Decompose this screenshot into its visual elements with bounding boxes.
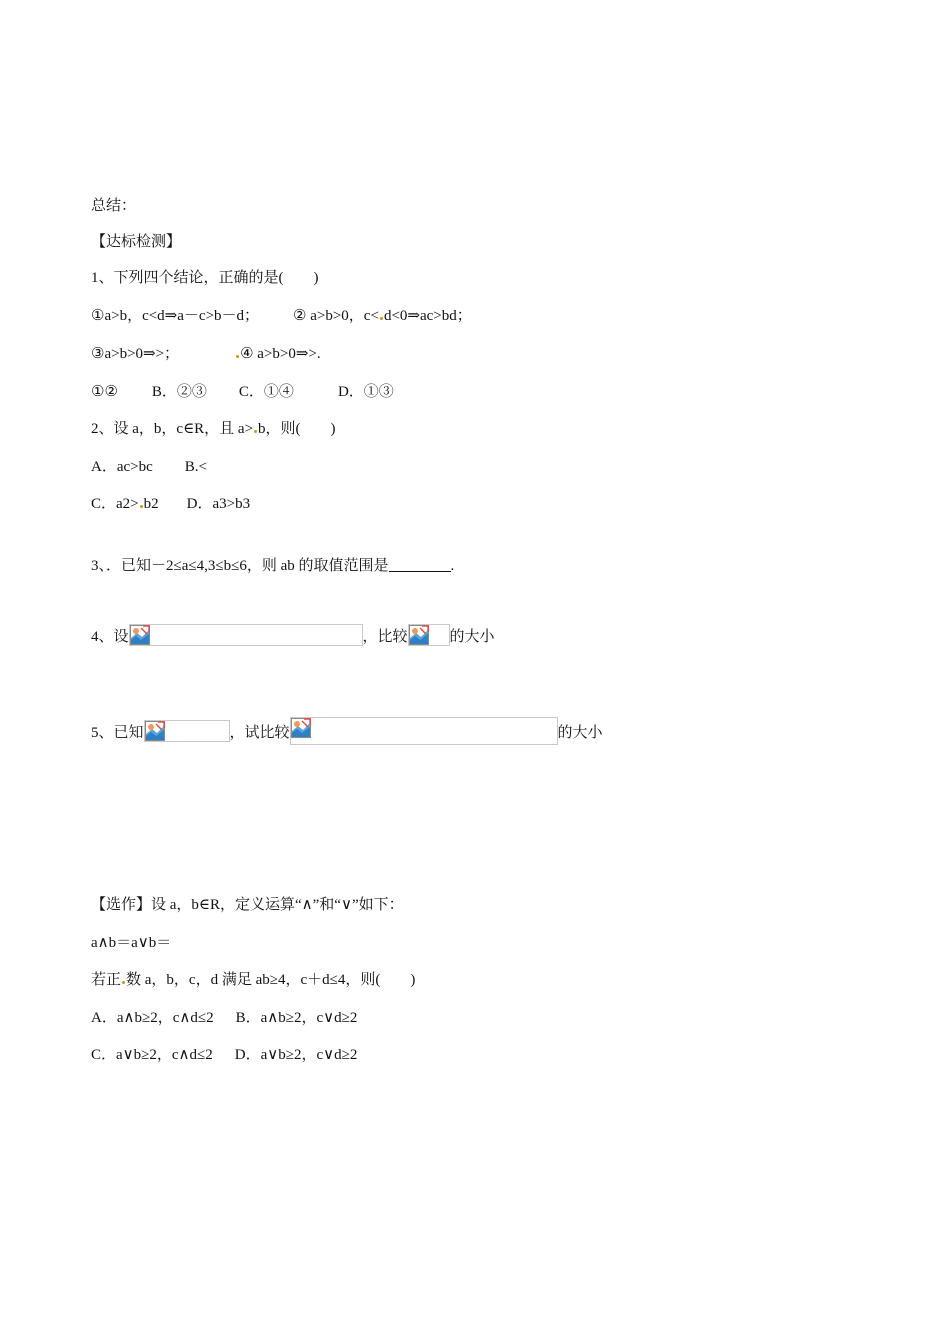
q2-stem [91, 419, 336, 439]
q1-option-c: C．①④ [238, 384, 294, 400]
q5-post: 的大小 [557, 725, 603, 741]
artifact-dot [140, 505, 143, 508]
q3-text: 3、．已知－2≤a≤4,3≤b≤6，则 ab 的取值范围是 [91, 558, 389, 574]
artifact-dot [122, 981, 125, 984]
elective-options-ab [91, 1008, 357, 1028]
q2-stem-b: b，则( ) [258, 421, 336, 437]
q5-pre: 5、已知 [91, 725, 144, 741]
q1-statements-3-4 [91, 344, 321, 364]
elective-option-a: A．a∧b≥2，c∧d≤2 [91, 1010, 214, 1026]
q2-stem-a: 2、设 a，b，c∈R，且 a> [91, 421, 254, 437]
formula-image [129, 624, 363, 646]
q4 [91, 624, 495, 647]
elective-condition [91, 970, 415, 990]
formula-image [144, 720, 230, 742]
q1-statement-4: ④ a>b>0⇒>. [240, 346, 321, 362]
q1-statements-1-2 [91, 306, 472, 326]
broken-image-icon [130, 625, 150, 645]
q2-options-ab [91, 457, 207, 477]
q1-options [91, 382, 394, 402]
formula-image [408, 624, 450, 646]
q5 [91, 717, 603, 745]
q1-option-b: B．②③ [151, 384, 207, 400]
q4-mid: ，比较 [362, 629, 408, 645]
q2-option-b: B.< [184, 459, 207, 475]
q3-end: . [450, 558, 455, 574]
elective-option-c: C．a∨b≥2，c∧d≤2 [91, 1047, 213, 1063]
summary-label: 总结： [91, 198, 137, 214]
q5-mid: ，试比较 [229, 725, 290, 741]
elective-condition-b: 数 a，b，c，d 满足 ab≥4，c＋d≤4，则( ) [126, 972, 416, 988]
formula-image [290, 717, 558, 745]
q1-statement-2a: ② a>b>0，c< [293, 308, 379, 324]
broken-image-icon [291, 718, 311, 738]
q3 [91, 556, 454, 576]
elective-option-b: B．a∧b≥2，c∨d≥2 [235, 1010, 358, 1026]
elective-condition-a: 若正 [91, 972, 122, 988]
q1-statement-3: ③a>b>0⇒>； [91, 346, 180, 362]
section-heading-check: 【达标检测】 [91, 234, 182, 250]
elective-options-cd [91, 1045, 357, 1065]
q1-option-d: D．①③ [337, 384, 394, 400]
q2-option-c-a: C．a2> [91, 496, 139, 512]
q1-option-a: ①② [91, 384, 118, 400]
artifact-dot [380, 317, 383, 320]
elective-definition: a∧b＝a∨b＝ [91, 935, 172, 951]
q2-options-cd [91, 494, 250, 514]
artifact-dot [236, 355, 239, 358]
elective-intro: 【选作】设 a，b∈R，定义运算“∧”和“∨”如下： [91, 897, 404, 913]
answer-blank[interactable] [389, 557, 451, 572]
q2-option-d: D．a3>b3 [186, 496, 251, 512]
artifact-dot [254, 430, 257, 433]
q2-option-a: A．ac>bc [91, 459, 153, 475]
q1-statement-1: ①a>b，c<d⇒a－c>b－d； [91, 308, 260, 324]
q1-stem: 1、下列四个结论，正确的是( ) [91, 270, 319, 286]
q2-option-c-b: b2 [143, 496, 159, 512]
elective-option-d: D．a∨b≥2，c∨d≥2 [234, 1047, 358, 1063]
q4-post: 的大小 [449, 629, 495, 645]
q1-statement-2b: d<0⇒ac>bd； [383, 308, 472, 324]
q4-pre: 4、设 [91, 629, 129, 645]
broken-image-icon [145, 721, 165, 741]
broken-image-icon [409, 625, 429, 645]
